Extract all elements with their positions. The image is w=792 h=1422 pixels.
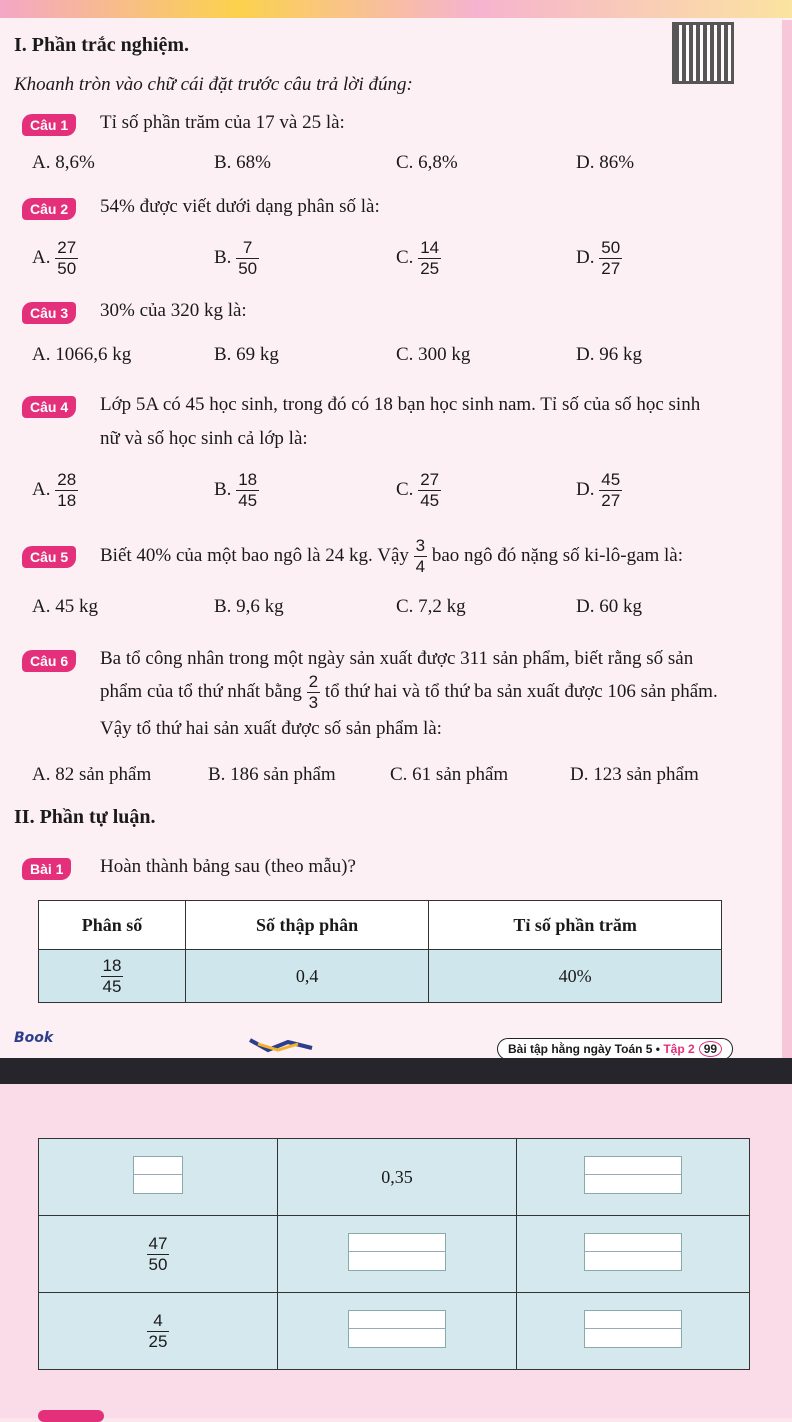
q1-text: Tỉ số phần trăm của 17 và 25 là: xyxy=(100,112,345,133)
q2-text: 54% được viết dưới dạng phân số là: xyxy=(100,196,380,217)
q5-option-b[interactable]: B. 9,6 kg xyxy=(214,596,284,617)
answer-grid-cell[interactable] xyxy=(278,1293,517,1370)
next-badge-partial xyxy=(38,1410,104,1422)
q4-line1: Lớp 5A có 45 học sinh, trong đó có 18 bạn học sinh nam. Tỉ số của số học sinh xyxy=(100,394,701,415)
header-percent: Tỉ số phần trăm xyxy=(429,901,722,950)
q6-option-b[interactable]: B. 186 sản phẩm xyxy=(208,764,336,785)
page-number: 99 xyxy=(699,1041,722,1057)
answer-grid-cell[interactable] xyxy=(39,1139,278,1216)
answer-grid[interactable] xyxy=(133,1156,183,1194)
q4-option-a[interactable]: A. $\frac{28}{18}$ xyxy=(32,470,77,510)
decimal-cell: 0,35 xyxy=(278,1139,517,1216)
q2-option-c[interactable]: C. $\frac{14}{25}$ xyxy=(396,238,440,278)
q3-option-b[interactable]: B. 69 kg xyxy=(214,344,279,365)
page-edge xyxy=(782,20,792,1058)
header-fraction: Phân số xyxy=(39,901,186,950)
q1-option-b[interactable]: B. 68% xyxy=(214,152,271,173)
decimal-cell: 0,4 xyxy=(186,950,429,1003)
q3-text: 30% của 320 kg là: xyxy=(100,300,247,321)
q2-option-d[interactable]: D. $\frac{50}{27}$ xyxy=(576,238,621,278)
section1-title: I. Phần trắc nghiệm. xyxy=(14,34,189,56)
table-row xyxy=(39,950,722,1003)
answer-grid-cell[interactable] xyxy=(517,1139,750,1216)
q1-option-a[interactable]: A. 8,6% xyxy=(32,152,95,173)
q5-option-d[interactable]: D. 60 kg xyxy=(576,596,642,617)
section2-title: II. Phần tự luận. xyxy=(14,806,156,828)
q5-badge: Câu 5 xyxy=(22,546,76,568)
footer-label: Bài tập hằng ngày Toán 5 • Tập 2 99 xyxy=(497,1038,733,1060)
fraction-cell: $\frac{18}{45}$ xyxy=(39,950,186,1003)
table-row xyxy=(39,1139,750,1216)
answer-grid-cell[interactable] xyxy=(278,1216,517,1293)
answer-grid[interactable] xyxy=(348,1233,446,1271)
answer-grid[interactable] xyxy=(584,1233,682,1271)
q4-option-c[interactable]: C. $\frac{27}{45}$ xyxy=(396,470,440,510)
q1-option-c[interactable]: C. 6,8% xyxy=(396,152,458,173)
conversion-table xyxy=(38,900,722,1003)
q5-option-c[interactable]: C. 7,2 kg xyxy=(396,596,466,617)
exercise-table xyxy=(38,1138,750,1370)
q4-badge: Câu 4 xyxy=(22,396,76,418)
q6-option-c[interactable]: C. 61 sản phẩm xyxy=(390,764,509,785)
header-decimal: Số thập phân xyxy=(186,901,429,950)
q6-line3: Vậy tổ thứ hai sản xuất được số sản phẩm là: xyxy=(100,718,442,739)
q5-option-a[interactable]: A. 45 kg xyxy=(32,596,98,617)
q2-option-a[interactable]: A. $\frac{27}{50}$ xyxy=(32,238,77,278)
fraction-cell: $\frac{4}{25}$ xyxy=(39,1293,278,1370)
q5-text: Biết 40% của một bao ngô là 24 kg. Vậy $\frac{3}{4}$ bao ngô đó nặng số ki-lô-gam là: xyxy=(100,536,684,576)
q3-option-a[interactable]: A. 1066,6 kg xyxy=(32,344,132,365)
answer-grid-cell[interactable] xyxy=(517,1293,750,1370)
answer-grid[interactable] xyxy=(584,1310,682,1348)
instruction: Khoanh tròn vào chữ cái đặt trước câu trả lời đúng: xyxy=(14,74,413,95)
bai1-badge: Bài 1 xyxy=(22,858,71,880)
q3-option-c[interactable]: C. 300 kg xyxy=(396,344,471,365)
q4-option-b[interactable]: B. $\frac{18}{45}$ xyxy=(214,470,258,510)
q3-badge: Câu 3 xyxy=(22,302,76,324)
q3-option-d[interactable]: D. 96 kg xyxy=(576,344,642,365)
bai1-text: Hoàn thành bảng sau (theo mẫu)? xyxy=(100,856,356,877)
table-row xyxy=(39,1293,750,1370)
q1-option-d[interactable]: D. 86% xyxy=(576,152,635,173)
pencil-decoration-icon xyxy=(248,1036,314,1054)
q1-badge: Câu 1 xyxy=(22,114,76,136)
q6-line1: Ba tổ công nhân trong một ngày sản xuất được 311 sản phẩm, biết rằng số sản xyxy=(100,648,694,669)
publisher-logo: Book xyxy=(14,1030,54,1046)
table-row xyxy=(39,1216,750,1293)
q4-line2: nữ và số học sinh cả lớp là: xyxy=(100,428,308,449)
q6-line2: phẩm của tổ thứ nhất bằng $\frac{2}{3}$ tổ thứ hai và tổ thứ ba sản xuất được 106 sản phẩm. xyxy=(100,672,718,712)
answer-grid[interactable] xyxy=(584,1156,682,1194)
q6-option-a[interactable]: A. 82 sản phẩm xyxy=(32,764,152,785)
q6-badge: Câu 6 xyxy=(22,650,76,672)
q2-badge: Câu 2 xyxy=(22,198,76,220)
decorative-top-strip xyxy=(0,0,792,18)
answer-grid-cell[interactable] xyxy=(517,1216,750,1293)
fraction-cell: $\frac{47}{50}$ xyxy=(39,1216,278,1293)
q2-option-b[interactable]: B. $\frac{7}{50}$ xyxy=(214,238,258,278)
q6-option-d[interactable]: D. 123 sản phẩm xyxy=(570,764,699,785)
percent-cell: 40% xyxy=(429,950,722,1003)
q4-option-d[interactable]: D. $\frac{45}{27}$ xyxy=(576,470,621,510)
qr-code-icon xyxy=(672,22,734,84)
answer-grid[interactable] xyxy=(348,1310,446,1348)
page-gap xyxy=(0,1058,792,1084)
